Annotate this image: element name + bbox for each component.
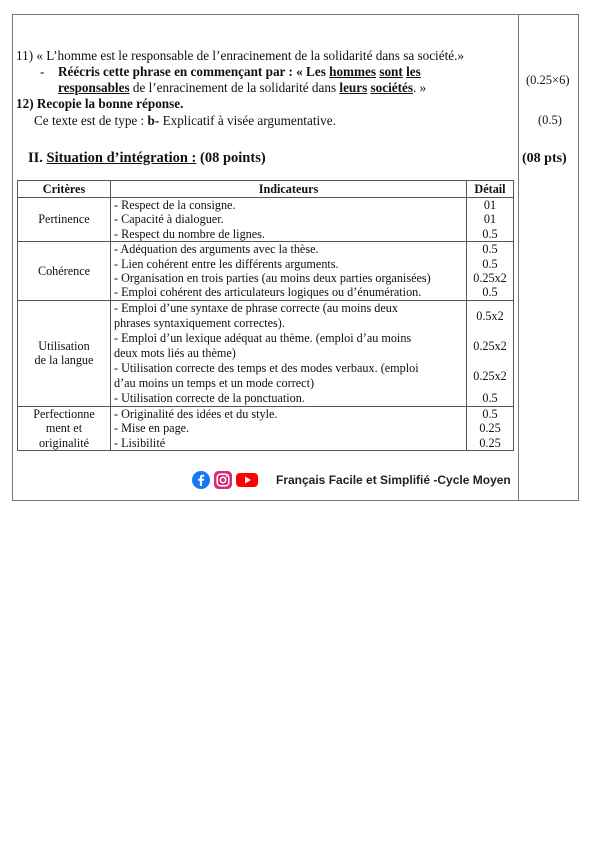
detail: 0.5 bbox=[482, 256, 498, 271]
detail: 0.25x2 bbox=[473, 338, 507, 353]
indicator: - Lien cohérent entre les différents arguments. bbox=[114, 256, 339, 271]
details-cell bbox=[467, 300, 514, 406]
table-row bbox=[18, 198, 514, 242]
detail: 0.25x2 bbox=[473, 271, 507, 286]
indicator: - Respect du nombre de lignes. bbox=[114, 226, 265, 241]
footer-branding bbox=[192, 470, 511, 490]
detail: 0.5 bbox=[482, 406, 498, 421]
header-indicateurs: Indicateurs bbox=[111, 181, 467, 198]
indicator: - Utilisation correcte des temps et des modes verbaux. (emploi d’au moins un temps et un mode correct) bbox=[114, 360, 419, 390]
criterion-line: ment et bbox=[45, 421, 83, 436]
indicator: - Lisibilité bbox=[114, 435, 166, 450]
indicator: - Mise en page. bbox=[114, 421, 190, 436]
table-row bbox=[18, 300, 514, 406]
q11-instruction: Réécris cette phrase en commençant par : « Les hommes sont les bbox=[58, 64, 421, 79]
detail: 0.5 bbox=[482, 390, 498, 405]
indicator: - Capacité à dialoguer. bbox=[114, 212, 224, 227]
criterion-cell: Cohérence bbox=[18, 242, 111, 301]
detail: 01 bbox=[483, 198, 497, 212]
detail: 0.25 bbox=[479, 435, 501, 450]
detail: 0.5 bbox=[482, 285, 498, 300]
q12-title: 12) Recopie la bonne réponse. bbox=[16, 96, 184, 111]
q11-statement: 11) « L’homme est le responsable de l’enracinement de la solidarité dans sa société.» bbox=[16, 48, 464, 63]
detail: 01 bbox=[483, 212, 497, 227]
indicator: - Respect de la consigne. bbox=[114, 198, 236, 212]
section-title: II. Situation d’intégration : (08 points) bbox=[28, 150, 266, 166]
q12-answer: Ce texte est de type : b- Explicatif à visée argumentative. bbox=[34, 113, 336, 128]
table-header bbox=[18, 181, 514, 198]
q11-instruction-cont: responsables de l’enracinement de la solidarité dans leurs sociétés. » bbox=[58, 80, 427, 95]
q11-score: (0.25×6) bbox=[526, 73, 570, 87]
instagram-icon[interactable] bbox=[214, 471, 232, 489]
indicator: - Originalité des idées et du style. bbox=[114, 406, 278, 421]
detail: 0.5 bbox=[482, 242, 498, 257]
criterion-cell bbox=[18, 300, 111, 406]
table-row bbox=[18, 406, 514, 450]
details-cell bbox=[467, 198, 514, 242]
indicators-cell bbox=[111, 198, 467, 242]
indicator: - Emploi d’une syntaxe de phrase correcte (au moins deux phrases syntaxiquement correctes). bbox=[114, 300, 398, 330]
table-row bbox=[18, 242, 514, 301]
indicator: - Organisation en trois parties (au moins deux parties organisées) bbox=[114, 271, 431, 286]
criterion-line: Utilisation bbox=[38, 338, 90, 353]
detail: 0.25x2 bbox=[473, 368, 507, 383]
criterion-line: Perfectionne bbox=[33, 406, 95, 421]
q12-score: (0.5) bbox=[538, 113, 562, 127]
detail: 0.5x2 bbox=[476, 308, 504, 323]
detail: 0.5 bbox=[482, 226, 498, 241]
header-criteres: Critères bbox=[18, 181, 111, 198]
details-cell bbox=[467, 242, 514, 301]
criteria-table bbox=[17, 180, 514, 451]
indicator: - Utilisation correcte de la ponctuation. bbox=[114, 390, 305, 405]
header-detail: Détail bbox=[467, 181, 514, 198]
criterion-line: de la langue bbox=[34, 353, 94, 368]
section-score: (08 pts) bbox=[522, 151, 567, 166]
detail: 0.25 bbox=[479, 421, 501, 436]
criterion-line: originalité bbox=[38, 435, 90, 450]
details-cell bbox=[467, 406, 514, 450]
indicators-cell bbox=[111, 406, 467, 450]
youtube-icon[interactable] bbox=[236, 471, 258, 489]
q11-bullet: - bbox=[40, 64, 45, 79]
criterion-cell bbox=[18, 406, 111, 450]
indicator: - Adéquation des arguments avec la thèse. bbox=[114, 242, 319, 257]
facebook-icon[interactable] bbox=[192, 471, 210, 489]
indicator: - Emploi d’un lexique adéquat au thème. (emploi d’au moins deux mots liés au thème) bbox=[114, 330, 412, 360]
indicators-cell bbox=[111, 300, 467, 406]
indicator: - Emploi cohérent des articulateurs logiques ou d’énumération. bbox=[114, 285, 422, 300]
indicators-cell bbox=[111, 242, 467, 301]
channel-name: Français Facile et Simplifié -Cycle Moyen bbox=[276, 473, 511, 487]
criterion-cell: Pertinence bbox=[18, 198, 111, 242]
score-column-divider bbox=[518, 14, 519, 501]
